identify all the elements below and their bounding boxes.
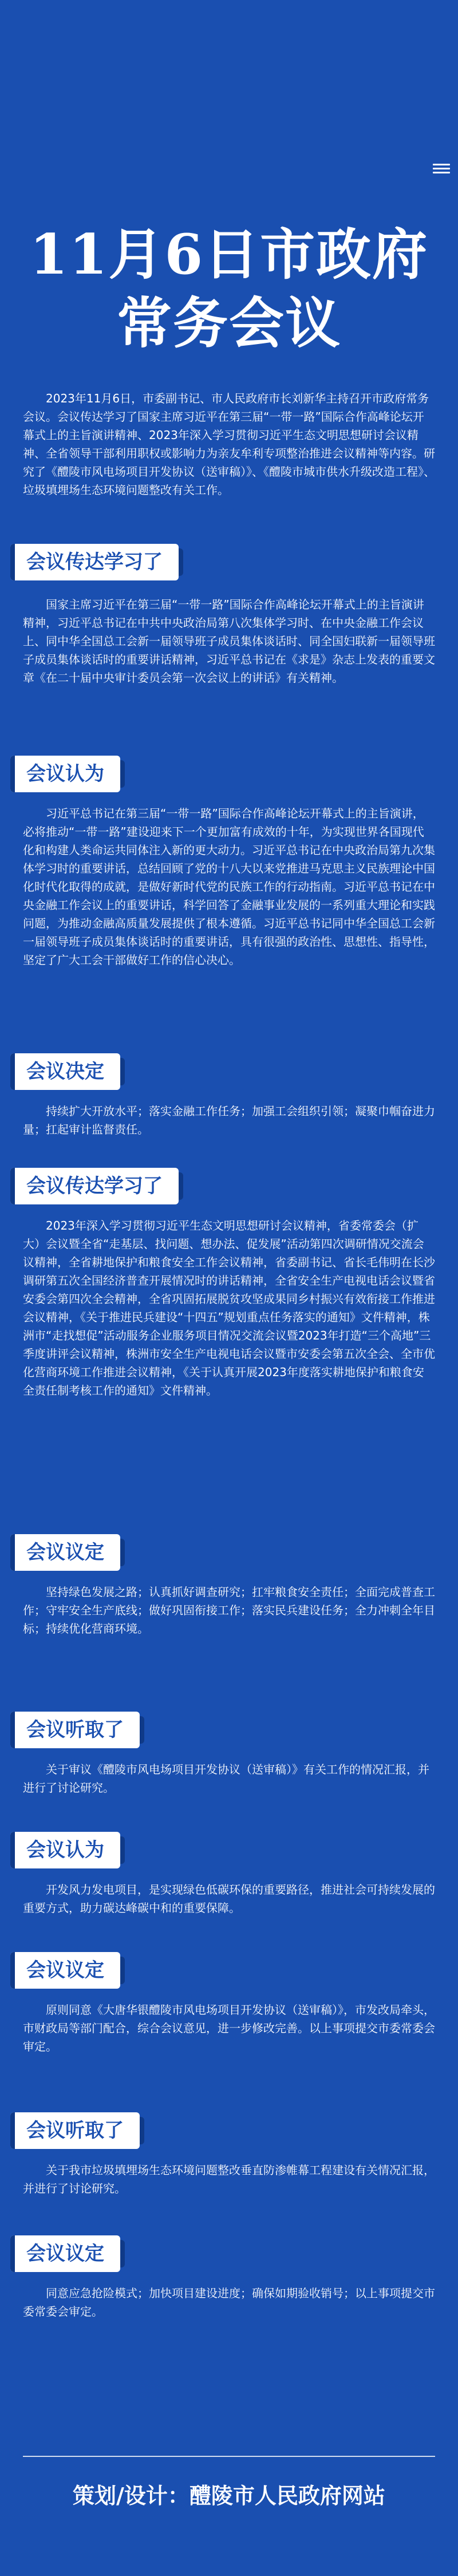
page-title: [0, 220, 458, 358]
section-text-7: 开发风力发电项目，是实现绿色低碳环保的重要路径，推进社会可持续发展的重要方式，助力碳达峰碳中和的重要保障。: [23, 1883, 435, 1915]
section-text-9: 关于我市垃圾填埋场生态环境问题整改垂直防渗帷幕工程建设有关情况汇报，并进行了讨论研究。: [23, 2163, 435, 2195]
section-tag-5: 会议议定: [10, 1534, 120, 1571]
section-tag-6: 会议听取了: [10, 1712, 140, 1748]
section-text-3: 持续扩大开放水平；落实金融工作任务；加强工会组织引领；凝聚巾帼奋进力量；扛起审计监督责任。: [23, 1104, 435, 1136]
section-tag-8: 会议议定: [10, 1952, 120, 1989]
page-title-line2: 常务会议: [117, 291, 341, 355]
section-tag-7: 会议认为: [10, 1832, 120, 1868]
section-text-10: 同意应急抢险模式；加快项目建设进度；确保如期验收销号；以上事项提交市委常委会审定。: [23, 2286, 435, 2318]
section-tag-2: 会议认为: [10, 756, 120, 792]
section-tag-1: 会议传达学习了: [10, 544, 179, 580]
section-tag-4: 会议传达学习了: [10, 1168, 179, 1204]
section-text-1: 国家主席习近平在第三届“一带一路”国际合作高峰论坛开幕式上的主旨演讲精神，习近平总书记在中共中央政治局第八次集体学习时、在中央金融工作会议上、同中华全国总工会新一届领导班子成员集体谈话时、同全国妇联新一届领导班子成员集体谈话时的重要讲话精神，习近平总书记在《求是》杂志上发表的重要文章《在二十届中央审计委员会第一次会议上的讲话》有关精神。: [23, 598, 435, 685]
footer-divider: [23, 2456, 435, 2457]
section-text-4: 2023年深入学习贯彻习近平生态文明思想研讨会议精神，省委常委会（扩大）会议暨全省“走基层、找问题、想办法、促发展”活动第四次调研情况交流会议精神，全省耕地保护和粮食安全工作会议精神，省委副书记、省长毛伟明在长沙调研第五次全国经济普查开展情况时的讲话精神，全省安全生产电视电话会议暨省安委会第四次全会精神，全省巩固拓展脱贫攻坚成果同乡村振兴有效衔接工作推进会议精神，《关于推进民兵建设“十四五”规划重点任务落实的通知》文件精神，株洲市“走找想促”活动服务企业服务项目情况交流会议暨2023年打造“三个高地”三季度讲评会议精神，株洲市安全生产电视电话会议暨市安委会第五次全会、全市优化营商环境工作推进会议精神，《关于认真开展2023年度落实耕地保护和粮食安全责任制考核工作的通知》文件精神。: [23, 1219, 435, 1397]
intro-paragraph: 2023年11月6日，市委副书记、市人民政府市长刘新华主持召开市政府常务会议。会议传达学习了国家主席习近平在第三届“一带一路”国际合作高峰论坛开幕式上的主旨演讲精神、2023年深入学习贯彻习近平生态文明思想研讨会议精神、全省领导干部利用职权或影响力为亲友牟利专项整治推进会议精神等内容。研究了《醴陵市风电场项目开发协议（送审稿）》、《醴陵市城市供水升级改造工程》、垃圾填埋场生态环境问题整改有关工作。: [23, 392, 435, 497]
page-title-line1: 11月6日市政府: [29, 222, 429, 287]
section-tag-3: 会议决定: [10, 1053, 120, 1090]
section-tag-10: 会议议定: [10, 2235, 120, 2272]
hamburger-menu-icon[interactable]: [433, 161, 450, 176]
section-text-5: 坚持绿色发展之路；认真抓好调查研究；扛牢粮食安全责任；全面完成普查工作；守牢安全生产底线；做好巩固衔接工作；落实民兵建设任务；全力冲刺全年目标；持续优化营商环境。: [23, 1585, 435, 1635]
footer-credit: 策划/设计：醴陵市人民政府网站: [73, 2483, 385, 2508]
section-tag-9: 会议听取了: [10, 2112, 140, 2149]
section-text-8: 原则同意《大唐华银醴陵市风电场项目开发协议（送审稿）》，市发改局牵头，市财政局等部门配合，综合会议意见，进一步修改完善。以上事项提交市委常委会审定。: [23, 2003, 435, 2053]
section-text-6: 关于审议《醴陵市风电场项目开发协议（送审稿）》有关工作的情况汇报，并进行了讨论研究。: [23, 1763, 429, 1795]
section-text-2: 习近平总书记在第三届“一带一路”国际合作高峰论坛开幕式上的主旨演讲，必将推动“一带一路”建设迎来下一个更加富有成效的十年，为实现世界各国现代化和构建人类命运共同体注入新的更大动力。习近平总书记在中央政治局第九次集体学习时的重要讲话，总结回顾了党的十八大以来党推进马克思主义民族理论中国化时代化取得的成就，是做好新时代党的民族工作的行动指南。习近平总书记在中央金融工作会议上的重要讲话，科学回答了金融事业发展的一系列重大理论和实践问题，为推动金融高质量发展提供了根本遵循。习近平总书记同中华全国总工会新一届领导班子成员集体谈话时的重要讲话，具有很强的政治性、思想性、指导性，坚定了广大工会干部做好工作的信心决心。: [23, 807, 435, 967]
